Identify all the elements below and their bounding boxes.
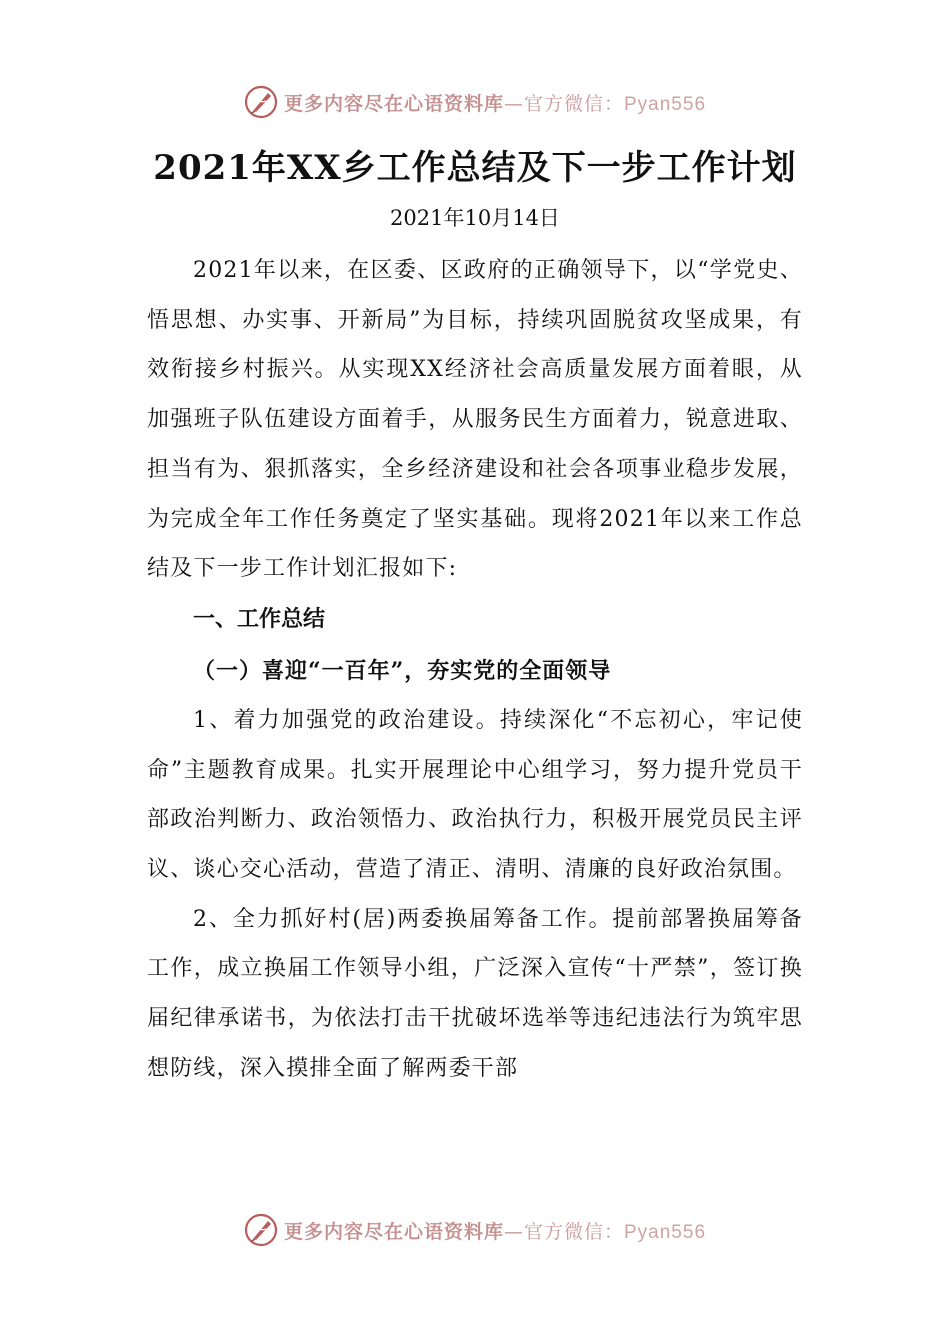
item-paragraph-2: 2、全力抓好村(居)两委换届筹备工作。提前部署换届筹备工作，成立换届工作领导小组，广泛深入宣传“十严禁”，签订换届纪律承诺书，为依法打击干扰破坏选举等违纪违法行为筑牢思想防线，深入摸排全面了解两委干部 [147, 906, 803, 1081]
section-heading: 一、工作总结 [193, 606, 326, 632]
document-body [147, 246, 803, 1094]
watermark-text: 更多内容尽在心语资料库—官方微信：Pyan556 [283, 92, 707, 115]
quill-pen-logo-icon [244, 85, 278, 119]
intro-paragraph: 2021年以来，在区委、区政府的正确领导下，以“学党史、悟思想、办实事、开新局”为目标，持续巩固脱贫攻坚成果，有效衔接乡村振兴。从实现XX经济社会高质量发展方面着眼，从加强班子队伍建设方面着手，从服务民生方面着力，锐意进取、担当有为、狠抓落实，全乡经济建设和社会各项事业稳步发展，为完成全年工作任务奠定了坚实基础。现将2021年以来工作总结及下一步工作计划汇报如下: [147, 258, 803, 582]
watermark-text: 更多内容尽在心语资料库—官方微信：Pyan556 [283, 1220, 707, 1243]
watermark-header [0, 82, 950, 122]
watermark-footer [0, 1210, 950, 1250]
document-date: 2021年10月14日 [390, 206, 560, 230]
subsection-heading: （一）喜迎“一百年”，夯实党的全面领导 [193, 657, 612, 684]
document-title: 2021年XX乡工作总结及下一步工作计划 [153, 148, 797, 188]
item-paragraph-1: 1、着力加强党的政治建设。持续深化“不忘初心，牢记使命”主题教育成果。扎实开展理论中心组学习，努力提升党员干部政治判断力、政治领悟力、政治执行力，积极开展党员民主评议、谈心交心活动，营造了清正、清明、清廉的良好政治氛围。 [147, 707, 803, 883]
quill-pen-logo-icon [244, 1213, 278, 1247]
